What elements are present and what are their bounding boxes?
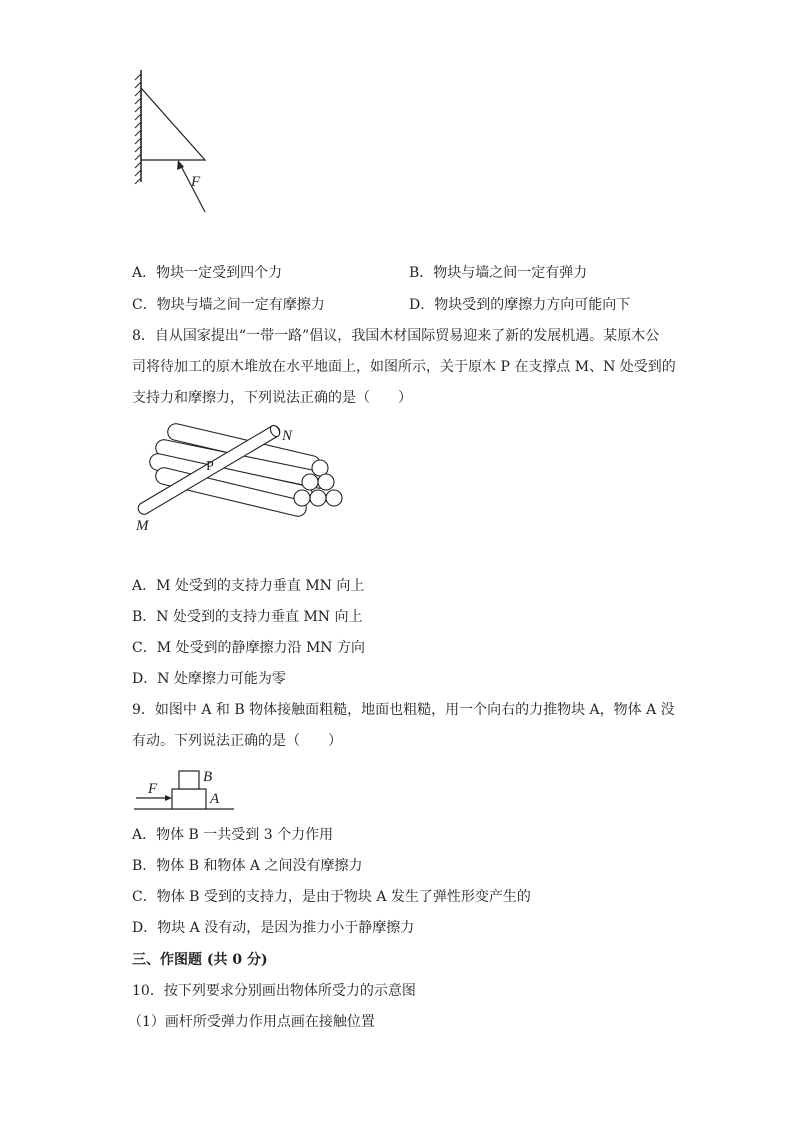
q8-option-c: C．M 处受到的静摩擦力沿 MN 方向 — [132, 640, 365, 656]
q8-option-b: B．N 处受到的支持力垂直 MN 向上 — [132, 609, 363, 625]
label-m: M — [136, 518, 149, 534]
q9-label-b: B — [203, 769, 213, 785]
section-title: 三、作图题 (共 0 分) — [132, 952, 268, 968]
q8-stem-line2: 司将待加工的原木堆放在水平地面上，如图所示，关于原木 P 在支撑点 M、N 处受到的 — [132, 359, 676, 375]
q7-option-a: A．物块一定受到四个力 — [132, 265, 283, 281]
q9-stem-line2: 有动。下列说法正确的是（ ） — [132, 733, 342, 749]
block-b — [179, 771, 199, 789]
q9-label-a: A — [210, 791, 220, 807]
q9-figure — [134, 763, 239, 813]
force-f-label: F — [191, 174, 201, 190]
q7-option-c: C．物块与墙之间一定有摩擦力 — [132, 297, 325, 313]
q8-figure — [130, 420, 350, 535]
q8-option-a: A．M 处受到的支持力垂直 MN 向上 — [132, 578, 365, 594]
stacked-logs — [150, 424, 342, 516]
q10-part1: （1）画杆所受弹力作用点画在接触位置 — [128, 1014, 375, 1030]
block-a — [172, 789, 206, 809]
q9-stem-line1: 9．如图中 A 和 B 物体接触面粗糙，地面也粗糙，用一个向右的力推物块 A，物体 A 没 — [132, 702, 675, 718]
wedge-block — [141, 88, 205, 160]
q10-stem: 10．按下列要求分别画出物体所受力的示意图 — [132, 983, 416, 999]
wall-hatching — [135, 70, 141, 184]
q7-option-d: D．物块受到的摩擦力方向可能向下 — [409, 297, 631, 313]
q9-option-b: B．物体 B 和物体 A 之间没有摩擦力 — [132, 858, 363, 874]
q7-figure — [125, 70, 225, 220]
label-n: N — [282, 428, 293, 444]
q9-option-a: A．物体 B 一共受到 3 个力作用 — [132, 827, 334, 843]
q8-option-d: D．N 处摩擦力可能为零 — [132, 671, 286, 687]
q7-option-b: B．物块与墙之间一定有弹力 — [409, 265, 588, 281]
q8-stem-line1: 8．自从国家提出“一带一路”倡议，我国木材国际贸易迎来了新的发展机遇。某原木公 — [132, 328, 660, 344]
q9-option-d: D．物块 A 没有动，是因为推力小于静摩擦力 — [132, 920, 415, 936]
q9-label-f: F — [148, 781, 158, 797]
q8-stem-line3: 支持力和摩擦力，下列说法正确的是（ ） — [132, 390, 412, 406]
label-p: P — [206, 459, 214, 474]
q9-option-c: C．物体 B 受到的支持力，是由于物块 A 发生了弹性形变产生的 — [132, 889, 531, 905]
